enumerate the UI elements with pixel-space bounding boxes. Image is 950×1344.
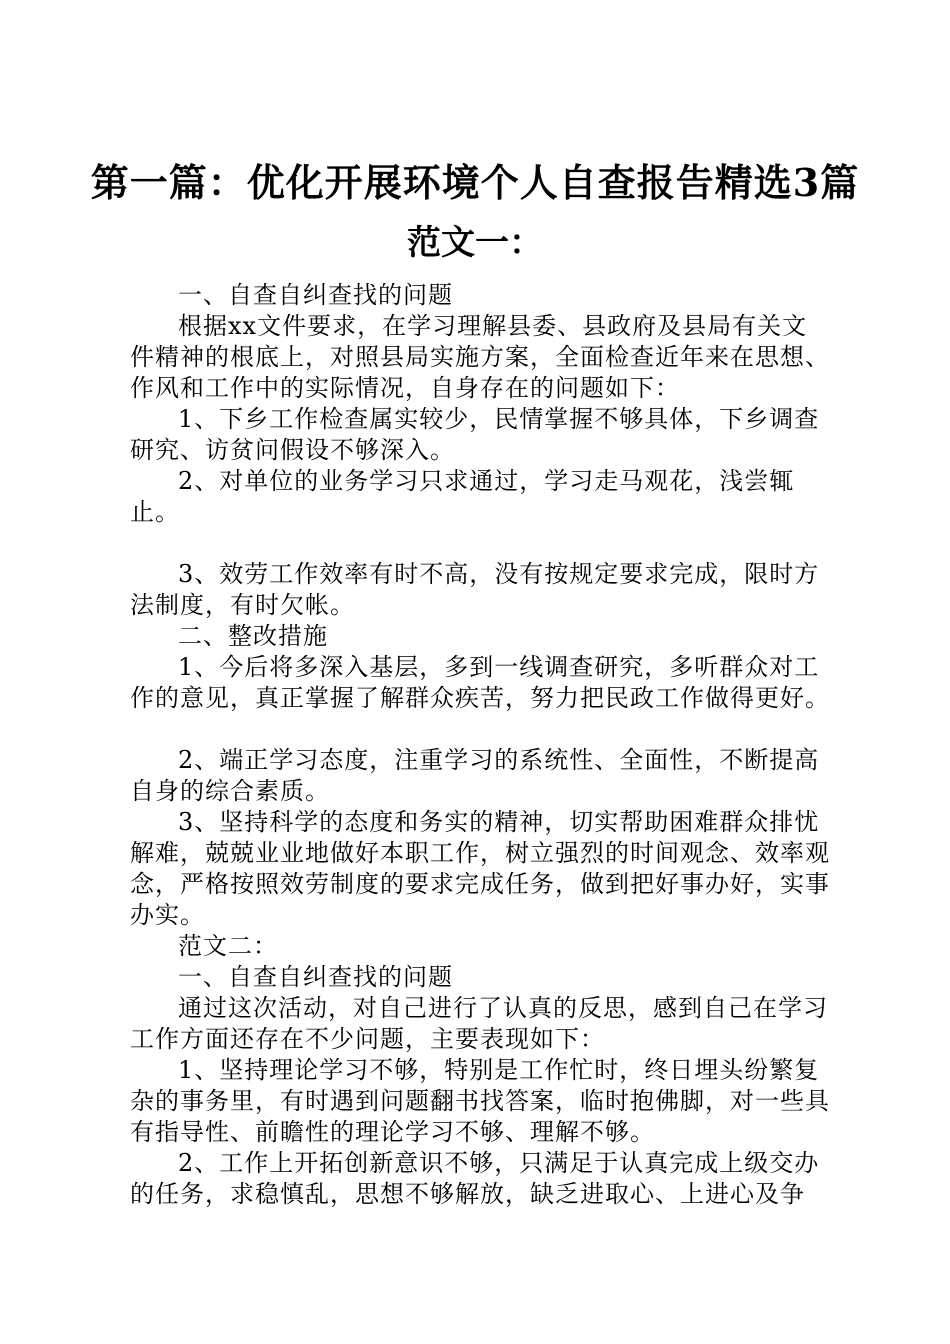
paragraph: 3、坚持科学的态度和务实的精神，切实帮助困难群众排忧解难，兢兢业业地做好本职工作，树立强烈的时间观念、效率观念，严格按照效劳制度的要求完成任务，做到把好事办好，实事办实。 xyxy=(130,808,830,929)
paragraph: 1、坚持理论学习不够，特别是工作忙时，终日埋头纷繁复杂的事务里，有时遇到问题翻书找答案，临时抱佛脚，对一些具有指导性、前瞻性的理论学习不够、理解不够。 xyxy=(130,1056,830,1146)
section-heading: 一、自查自纠查找的问题 xyxy=(178,281,453,309)
paragraph: 3、效劳工作效率有时不高，没有按规定要求完成，限时方法制度，有时欠帐。 xyxy=(130,560,820,619)
section-heading: 二、整改措施 xyxy=(178,622,328,650)
paragraph: 根据xx文件要求，在学习理解县委、县政府及县局有关文件精神的根底上，对照县局实施方案，全面检查近年来在思想、作风和工作中的实际情况，自身存在的问题如下： xyxy=(130,312,830,402)
blank-line xyxy=(130,714,830,745)
paragraph: 2、工作上开拓创新意识不够，只满足于认真完成上级交办的任务，求稳慎乱，思想不够解放，缺乏进取心、上进心及争 xyxy=(130,1149,820,1208)
section-heading: 一、自查自纠查找的问题 xyxy=(178,963,453,991)
blank-line xyxy=(130,528,830,559)
document-title: 第一篇：优化开展环境个人自查报告精选3篇 xyxy=(90,160,860,205)
paragraph: 1、下乡工作检查属实较少，民情掌握不够具体，下乡调查研究、访贫问假设不够深入。 xyxy=(130,405,820,464)
document-body xyxy=(130,280,830,1210)
sample-heading: 范文二： xyxy=(178,932,278,960)
document-subtitle: 范文一： xyxy=(407,223,543,263)
paragraph: 2、对单位的业务学习只求通过，学习走马观花，浅尝辄止。 xyxy=(130,467,795,526)
paragraph: 2、端正学习态度，注重学习的系统性、全面性，不断提高自身的综合素质。 xyxy=(130,746,820,805)
paragraph: 1、今后将多深入基层，多到一线调查研究，多听群众对工作的意见，真正掌握了解群众疾苦，努力把民政工作做得更好。 xyxy=(130,653,830,712)
paragraph: 通过这次活动，对自己进行了认真的反思，感到自己在学习工作方面还存在不少问题，主要表现如下： xyxy=(130,994,828,1053)
